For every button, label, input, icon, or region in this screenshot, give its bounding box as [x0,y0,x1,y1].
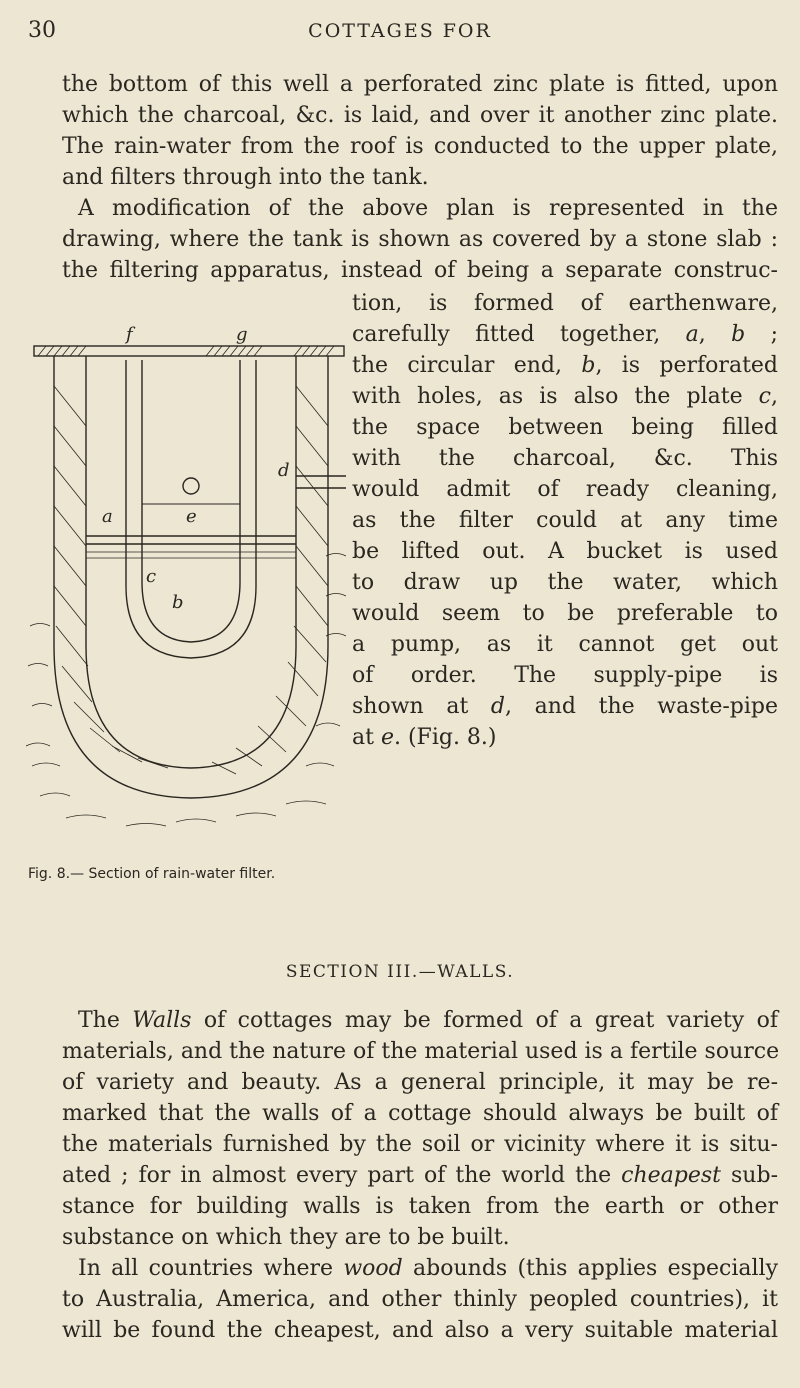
page-number: 30 [28,18,56,43]
text-line: the materials furnished by the soil or vicinity where it is situ- [62,1132,778,1157]
text-line: which the charcoal, &c. is laid, and over it another zinc plate. [62,103,778,128]
text-line: with holes, as is also the plate c, [352,384,778,409]
text-line: will be found the cheapest, and also a very suitable material [62,1318,778,1343]
text-line: the space between being filled [352,415,778,440]
text-line: tion, is formed of earthenware, [352,291,778,316]
label-c: c [146,566,157,587]
text-line: In all countries where wood abounds (this applies especially [78,1256,778,1281]
label-e: e [186,506,197,527]
text-line: marked that the walls of a cottage should always be built of [62,1101,778,1126]
text-line: The rain-water from the roof is conducted to the upper plate, [62,134,778,159]
text-line: the filtering apparatus, instead of being a separate construc- [62,258,778,283]
label-d: d [278,460,290,481]
text-line: of variety and beauty. As a general principle, it may be re- [62,1070,778,1095]
text-line: the circular end, b, is perforated [352,353,779,378]
text-line: be lifted out. A bucket is used [352,539,778,564]
text-line: substance on which they are to be built. [62,1225,510,1250]
text-line: at e. (Fig. 8.) [352,725,497,750]
text-line: materials, and the nature of the material used is a fertile source [62,1039,780,1064]
label-b: b [172,592,184,613]
rain-water-filter-figure [26,326,352,862]
text-line: The Walls of cottages may be formed of a great variety of [78,1008,778,1033]
text-line: A modification of the above plan is represented in the [78,196,778,221]
text-line: as the filter could at any time [352,508,778,533]
label-a: a [102,506,113,527]
text-line: would admit of ready cleaning, [352,477,778,502]
text-line: to Australia, America, and other thinly peopled countries), it [62,1287,778,1312]
text-line: of order. The supply-pipe is [352,663,778,688]
label-g: g [236,326,248,345]
text-line: ated ; for in almost every part of the world the cheapest sub- [62,1163,778,1188]
text-line: stance for building walls is taken from the earth or other [62,1194,778,1219]
text-line: with the charcoal, &c. This [352,446,778,471]
label-f: f [126,326,133,345]
text-line: to draw up the water, which [352,570,778,595]
figure-caption: Fig. 8.— Section of rain-water filter. [28,866,276,882]
section-heading: SECTION III.—WALLS. [285,962,515,982]
text-line: the bottom of this well a perforated zinc plate is fitted, upon [62,72,778,97]
text-line: shown at d, and the waste-pipe [352,694,778,719]
text-line: carefully fitted together, a, b ; [352,322,778,347]
text-line: a pump, as it cannot get out [352,632,778,657]
text-line: would seem to be preferable to [352,601,778,626]
text-line: and filters through into the tank. [62,165,429,190]
text-line: drawing, where the tank is shown as covered by a stone slab : [62,227,778,252]
running-title: COTTAGES FOR [308,20,492,42]
